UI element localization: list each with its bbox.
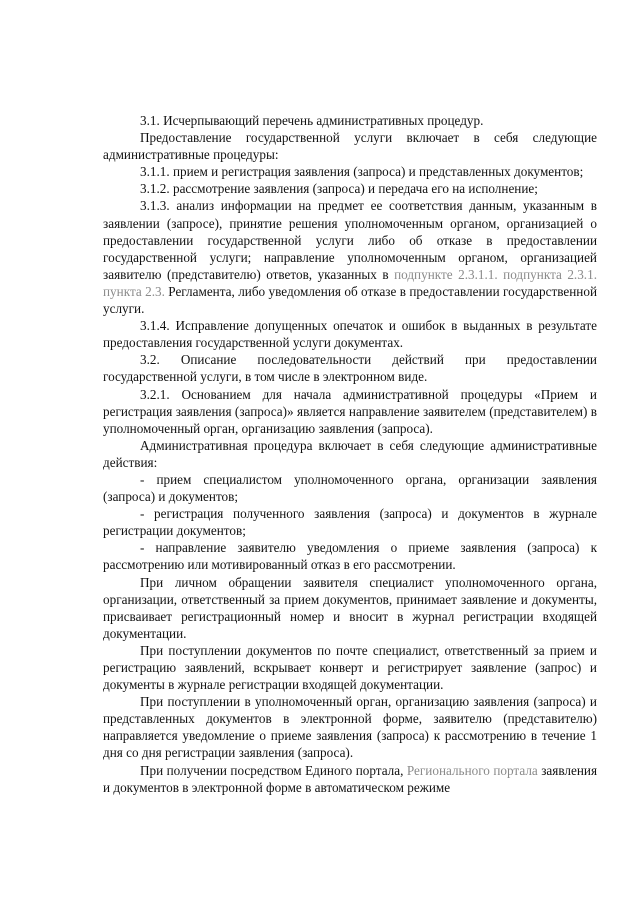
paragraph-3-1-3 bbox=[103, 197, 597, 317]
paragraph-portal bbox=[103, 762, 597, 796]
regional-portal-link[interactable]: Регионального портала bbox=[406, 762, 538, 778]
paragraph-3-1: 3.1. Исчерпывающий перечень административных процедур. bbox=[140, 113, 484, 128]
paragraph-electronic: При поступлении в уполномоченный орган, организацию заявления (запроса) и представленных документов в электронной форме, заявителю (представителю) направляется уведомление о приеме заявления (запроса) к рассмотрению в течение 1 дня со дня регистрации заявления (запроса). bbox=[103, 694, 597, 761]
paragraph-intro: Предоставление государственной услуги включает в себя следующие административные процедуры: bbox=[103, 130, 597, 163]
paragraph-3-1-2: 3.1.2. рассмотрение заявления (запроса) и передача его на исполнение; bbox=[140, 181, 538, 197]
paragraph-3-1-3-text-end: Регламента, либо уведомления об отказе в предоставлении государственной услуги. bbox=[103, 283, 597, 317]
paragraph-3-1-4: 3.1.4. Исправление допущенных опечаток и ошибок в выданных в результате предоставления государственной услуги документах. bbox=[103, 318, 597, 351]
paragraph-3-1-3-text: 3.1.3. анализ информации на предмет ее соответствия данным, указанным в заявлении (запросе), принятие решения уполномоченным органом, организацией о предоставлении государственной услуги либо об отказе в предоставлении государственной услуги; направление уполномоченным органом, организацией заявителю (представителю) ответов, указанных в bbox=[103, 198, 597, 282]
paragraph-personal-visit: При личном обращении заявителя специалист уполномоченного органа, организации, ответственный за прием документов, принимает заявление и документы, присваивает регистрационный номер и вносит в журнал регистрации входящей документации. bbox=[103, 574, 597, 641]
paragraph-by-mail: При поступлении документов по почте специалист, ответственный за прием и регистрацию заявлений, вскрывает конверт и регистрирует заявление (запрос) и документы в журнале регистрации входящей документации. bbox=[103, 642, 597, 693]
subclause-reference-link[interactable]: подпункте 2.3.1.1. подпункта 2.3.1. пункта 2.3. bbox=[103, 266, 597, 299]
paragraph-3-2-1: 3.2.1. Основанием для начала административной процедуры «Прием и регистрация заявления (запроса)» является направление заявителем (представителем) в уполномоченный орган, организацию заявления (запроса). bbox=[103, 386, 597, 436]
list-item-registration: - регистрация полученного заявления (запроса) и документов в журнале регистрации документов; bbox=[103, 506, 597, 539]
paragraph-admin-procedure: Административная процедура включает в себя следующие административные действия: bbox=[103, 437, 597, 470]
paragraph-3-2: 3.2. Описание последовательности действий при предоставлении государственной услуги, в том числе в электронном виде. bbox=[103, 352, 597, 385]
paragraph-portal-text: При получении посредством Единого портала, bbox=[140, 762, 404, 778]
paragraph-portal-text-end: заявления и документов в электронной форме в автоматическом режиме bbox=[103, 762, 598, 795]
paragraph-3-1-1: 3.1.1. прием и регистрация заявления (запроса) и представленных документов; bbox=[140, 164, 584, 180]
list-item-reception: - прием специалистом уполномоченного органа, организации заявления (запроса) и документов; bbox=[103, 471, 597, 505]
list-item-notification: - направление заявителю уведомления о приеме заявления (запроса) к рассмотрению или мотивированный отказ в его рассмотрении. bbox=[103, 540, 597, 573]
